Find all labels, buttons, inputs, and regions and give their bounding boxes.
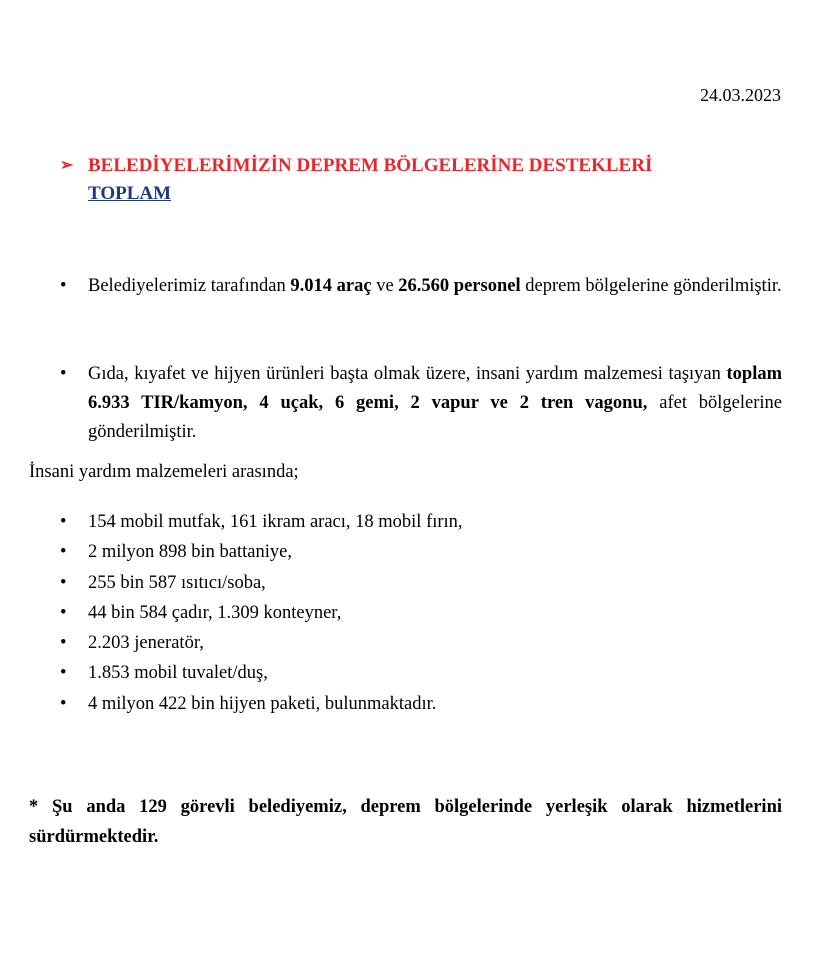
list-item [60, 507, 463, 537]
list-item-text: 1.853 mobil tuvalet/duş, [88, 663, 268, 684]
footnote: * Şu anda 129 görevli belediyemiz, deprem bölgelerinde yerleşik olarak hizmetlerini sürdürmektedir. [29, 797, 782, 847]
para1-text-1: Belediyelerimiz tarafından [88, 276, 291, 296]
list-item-text: 2.203 jeneratör, [88, 633, 204, 654]
list-item [60, 537, 463, 567]
para2-text-1: Gıda, kıyafet ve hijyen ürünleri başta olmak üzere, insani yardım malzemesi taşıyan [88, 364, 727, 384]
heading-subtitle: TOPLAM [88, 183, 172, 204]
bullet-icon: • [60, 364, 67, 384]
bullet-icon: • [60, 663, 67, 684]
vehicle-count: 9.014 araç [290, 276, 372, 296]
bullet-icon: • [60, 276, 67, 296]
list-item-text: 4 milyon 422 bin hijyen paketi, bulunmaktadır. [88, 693, 437, 714]
list-item [60, 689, 463, 719]
list-item [60, 568, 463, 598]
para1-text-3: deprem bölgelerine gönderilmiştir. [520, 276, 782, 296]
bullet-icon: • [60, 633, 67, 654]
bullet-icon: • [60, 512, 67, 532]
document-date: 24.03.2023 [700, 85, 781, 105]
paragraph-vehicles-personnel [60, 272, 782, 301]
bullet-icon: • [60, 693, 67, 714]
section-heading [60, 152, 780, 208]
paragraph-shipments [60, 360, 782, 447]
list-intro: İnsani yardım malzemeleri arasında; [29, 462, 299, 482]
personnel-count: 26.560 personel [398, 276, 521, 296]
bullet-icon: • [60, 602, 67, 623]
aid-items-list [60, 507, 463, 719]
bullet-icon: • [60, 572, 67, 593]
para1-text-2: ve [371, 276, 399, 296]
arrow-bullet-icon: ➢ [60, 157, 74, 174]
list-item-text: 255 bin 587 ısıtıcı/soba, [88, 572, 266, 593]
list-item [60, 658, 463, 688]
list-item-text: 2 milyon 898 bin battaniye, [88, 542, 292, 563]
list-item [60, 628, 463, 658]
list-item-text: 154 mobil mutfak, 161 ikram aracı, 18 mobil fırın, [88, 512, 463, 532]
para2-text-2: afet bölgelerine gönderilmiştir. [88, 393, 783, 442]
list-item [60, 598, 463, 628]
list-item-text: 44 bin 584 çadır, 1.309 konteyner, [88, 602, 342, 623]
heading-title: BELEDİYELERİMİZİN DEPREM BÖLGELERİNE DESTEKLERİ [88, 155, 653, 176]
shipment-totals: toplam 6.933 TIR/kamyon, 4 uçak, 6 gemi, 2 vapur ve 2 tren vagonu, [88, 364, 782, 413]
bullet-icon: • [60, 542, 67, 563]
